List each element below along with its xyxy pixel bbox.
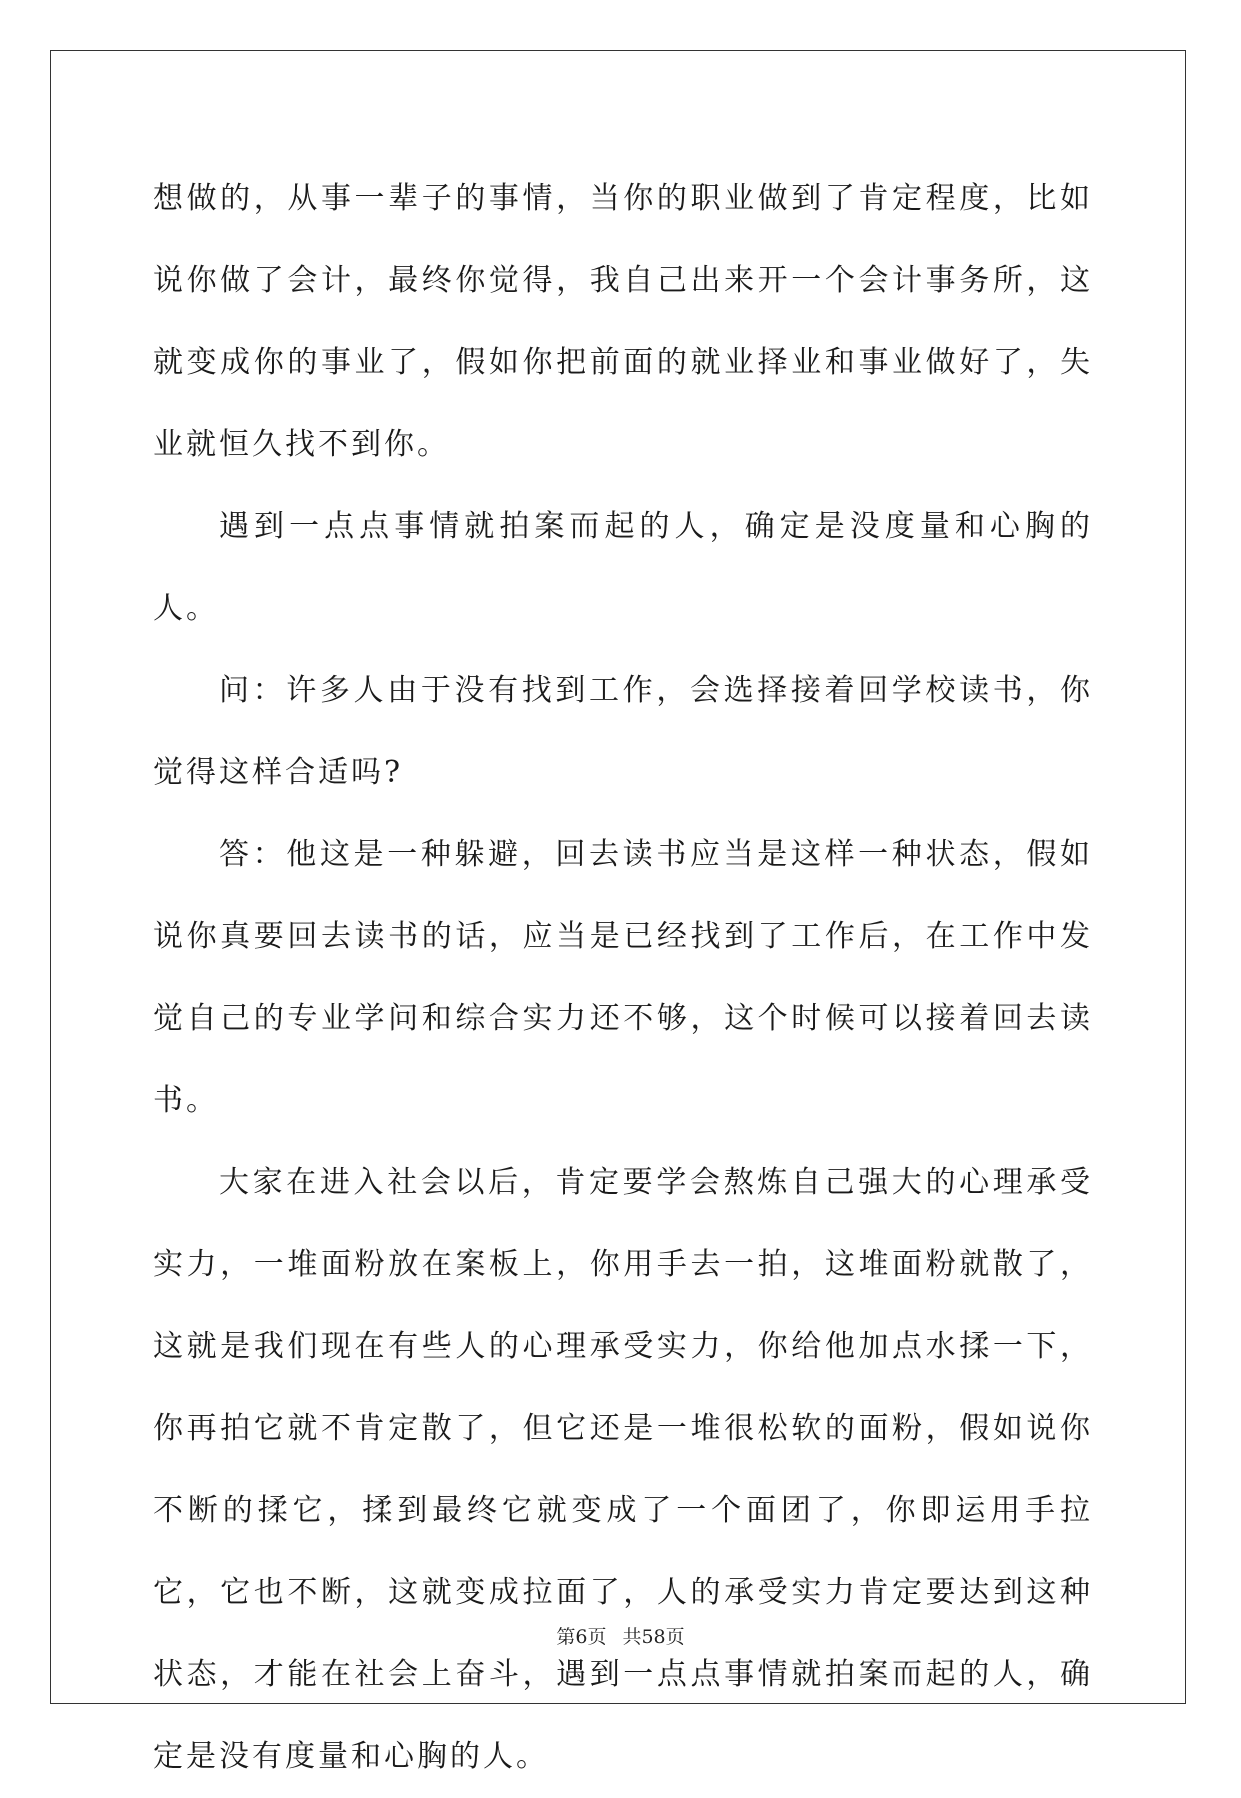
paragraph: 答：他这是一种躲避，回去读书应当是这样一种状态，假如说你真要回去读书的话，应当是已经找到了工作后，在工作中发觉自己的专业学问和综合实力还不够，这个时候可以接着回去读书。: [153, 837, 1093, 1118]
document-body: [153, 158, 1093, 1798]
paragraph: 问：许多人由于没有找到工作，会选择接着回学校读书，你觉得这样合适吗?: [153, 673, 1093, 790]
paragraph: 想做的，从事一辈子的事情，当你的职业做到了肯定程度，比如说你做了会计，最终你觉得，我自己出来开一个会计事务所，这就变成你的事业了，假如你把前面的就业择业和事业做好了，失业就恒久找不到你。: [153, 181, 1093, 462]
paragraph: 大家在进入社会以后，肯定要学会熬炼自己强大的心理承受实力，一堆面粉放在案板上，你用手去一拍，这堆面粉就散了，这就是我们现在有些人的心理承受实力，你给他加点水揉一下，你再拍它就不肯定散了，但它还是一堆很松软的面粉，假如说你不断的揉它，揉到最终它就变成了一个面团了，你即运用手拉它，它也不断，这就变成拉面了，人的承受实力肯定要达到这种状态，才能在社会上奋斗，遇到一点点事情就拍案而起的人，确定是没有度量和心胸的人。: [153, 1165, 1093, 1774]
page-total: 共58页: [622, 1626, 685, 1648]
page-footer: [0, 1622, 1241, 1649]
paragraph: 遇到一点点事情就拍案而起的人，确定是没度量和心胸的人。: [153, 509, 1093, 626]
page-number: 第6页: [556, 1626, 607, 1648]
